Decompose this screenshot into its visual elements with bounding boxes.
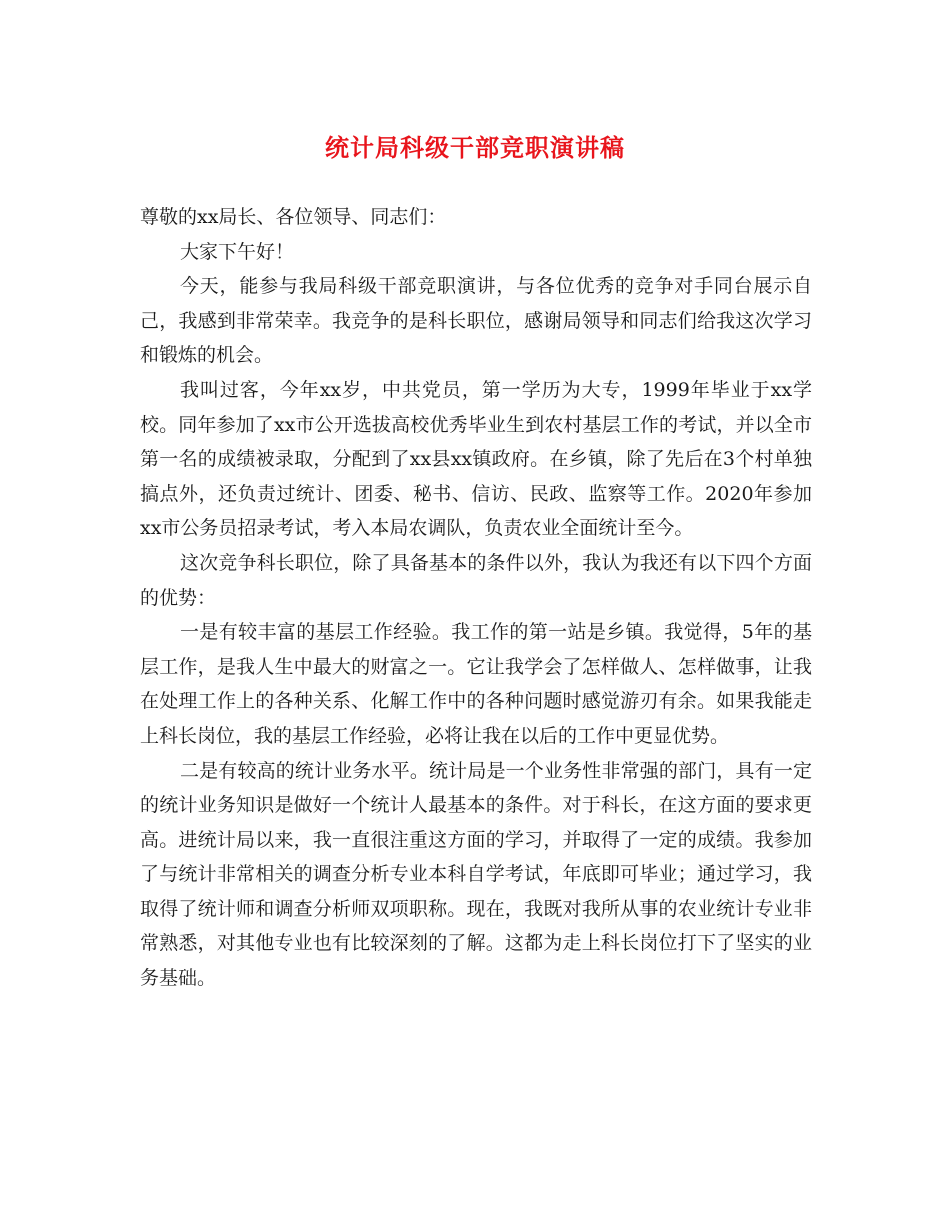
paragraph-advantage-two: 二是有较高的统计业务水平。统计局是一个业务性非常强的部门，具有一定的统计业务知识是做好一个统计人最基本的条件。对于科长，在这方面的要求更高。进统计局以来，我一直很注重这方面的学习，并取得了一定的成绩。我参加了与统计非常相关的调查分析专业本科自学考试，年底即可毕业；通过学习，我取得了统计师和调查分析师双项职称。现在，我既对我所从事的农业统计专业非常熟悉，对其他专业也有比较深刻的了解。这都为走上科长岗位打下了坚实的业务基础。 (140, 759, 812, 990)
document-title: 统计局科级干部竞职演讲稿 (325, 133, 625, 162)
paragraph-intro: 今天，能参与我局科级干部竞职演讲，与各位优秀的竞争对手同台展示自己，我感到非常荣幸。我竞争的是科长职位，感谢局领导和同志们给我这次学习和锻炼的机会。 (140, 275, 812, 367)
paragraph-greeting: 大家下午好！ (180, 240, 295, 263)
document-body (140, 200, 812, 996)
paragraph-background: 我叫过客，今年xx岁，中共党员，第一学历为大专，1999年毕业于xx学校。同年参加了xx市公开选拔高校优秀毕业生到农村基层工作的考试，并以全市第一名的成绩被录取，分配到了xx县xx镇政府。在乡镇，除了先后在3个村单独搞点外，还负责过统计、团委、秘书、信访、民政、监察等工作。2020年参加xx市公务员招录考试，考入本局农调队，负责农业全面统计至今。 (140, 378, 812, 540)
paragraph-advantage-one: 一是有较丰富的基层工作经验。我工作的第一站是乡镇。我觉得，5年的基层工作，是我人生中最大的财富之一。它让我学会了怎样做人、怎样做事，让我在处理工作上的各种关系、化解工作中的各种问题时感觉游刃有余。如果我能走上科长岗位，我的基层工作经验，必将让我在以后的工作中更显优势。 (140, 621, 812, 747)
salutation: 尊敬的xx局长、各位领导、同志们： (140, 206, 447, 228)
paragraph-advantages-lead: 这次竞争科长职位，除了具备基本的条件以外，我认为我还有以下四个方面的优势： (140, 551, 812, 609)
